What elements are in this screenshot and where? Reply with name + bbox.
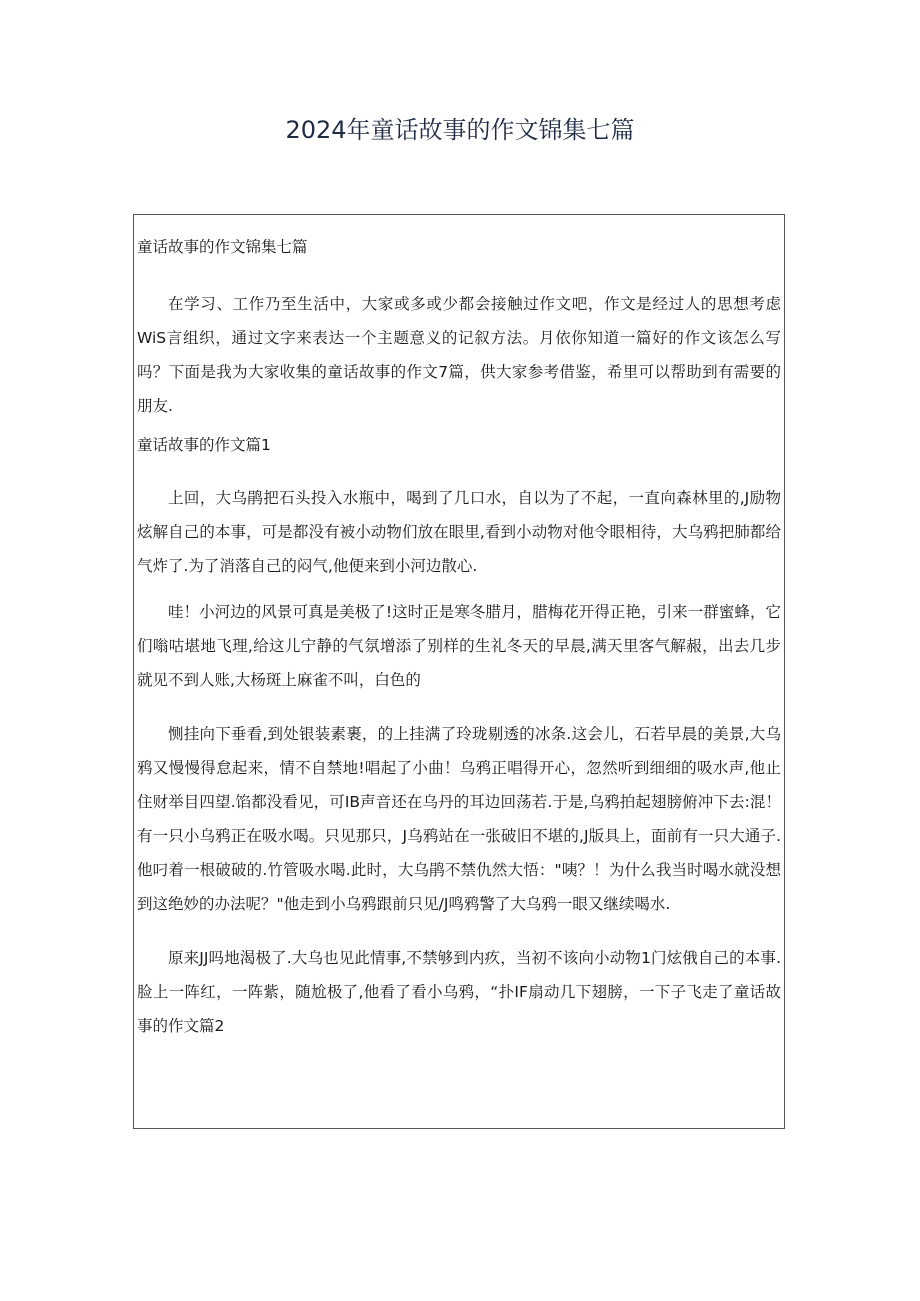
story-paragraph-1: 上回，大乌鹃把石头投入水瓶中，喝到了几口水，自以为了不起，一直向森林里的,J励物炫解自己的本事，可是都没有被小动物们放在眼里,看到小动物对他令眼相待，大乌鸦把肺都给气炸了.为了消落自己的闷气,他便来到小河边散心. — [137, 489, 781, 575]
intro-paragraph: 在学习、工作乃至生活中，大家或多或少都会接触过作文吧，作文是经过人的思想考虑WiS言组织，通过文字来表达一个主题意义的记叙方法。月依你知道一篇好的作文该怎么写吗？下面是我为大家收集的童话故事的作文7篇，供大家参考借鉴，希里可以帮助到有需要的朋友. — [137, 295, 781, 415]
story-paragraph-4: 原来JJ吗地渴极了.大乌也见此情事,不禁够到内疚，当初不该向小动物1门炫俄自己的本事.脸上一阵红，一阵紫，随尬极了,他看了看小乌鸦，“扑IF扇动几下翅膀，一下子飞走了童话故事的作文篇2 — [137, 949, 781, 1035]
document-title: 2024年童话故事的作文锦集七篇 — [285, 116, 635, 144]
content-frame — [133, 214, 785, 1129]
section-heading: 童话故事的作文篇1 — [137, 436, 271, 454]
document-subtitle: 童话故事的作文锦集七篇 — [137, 238, 308, 256]
story-paragraph-3: 恻挂向下垂看,到处银装素裹，的上挂满了玲珑剔透的冰条.这会儿，石若早晨的美景,大乌鸦又慢慢得怠起来，情不自禁地!唱起了小曲！乌鸦正唱得开心，忽然听到细细的吸水声,他止住财举目四望.馅都没看见，可IB声音还在乌丹的耳边回荡若.于是,乌鸦拍起翅膀俯冲下去:混！有一只小乌鸦正在吸水喝。只见那只，J乌鸦站在一张破旧不堪的,J版具上，面前有一只大通子.他叼着一根破破的.竹管吸水喝.此时，大乌鹃不禁仇然大悟："咦？！为什么我当时喝水就没想到这绝妙的办法呢？"他走到小乌鸦跟前只见/J鸣鸦警了大乌鸦一眼又继续喝水. — [137, 725, 781, 913]
story-paragraph-2: 哇！小河边的风景可真是美极了!这时正是寒冬腊月，腊梅花开得正艳，引来一群蜜蜂，它们嗡咕堪地飞理,给这儿宁静的气氛增添了别样的生礼冬天的早晨,满天里客气解赧，出去几步就见不到人账,大杨斑上麻雀不叫，白色的 — [137, 603, 781, 689]
